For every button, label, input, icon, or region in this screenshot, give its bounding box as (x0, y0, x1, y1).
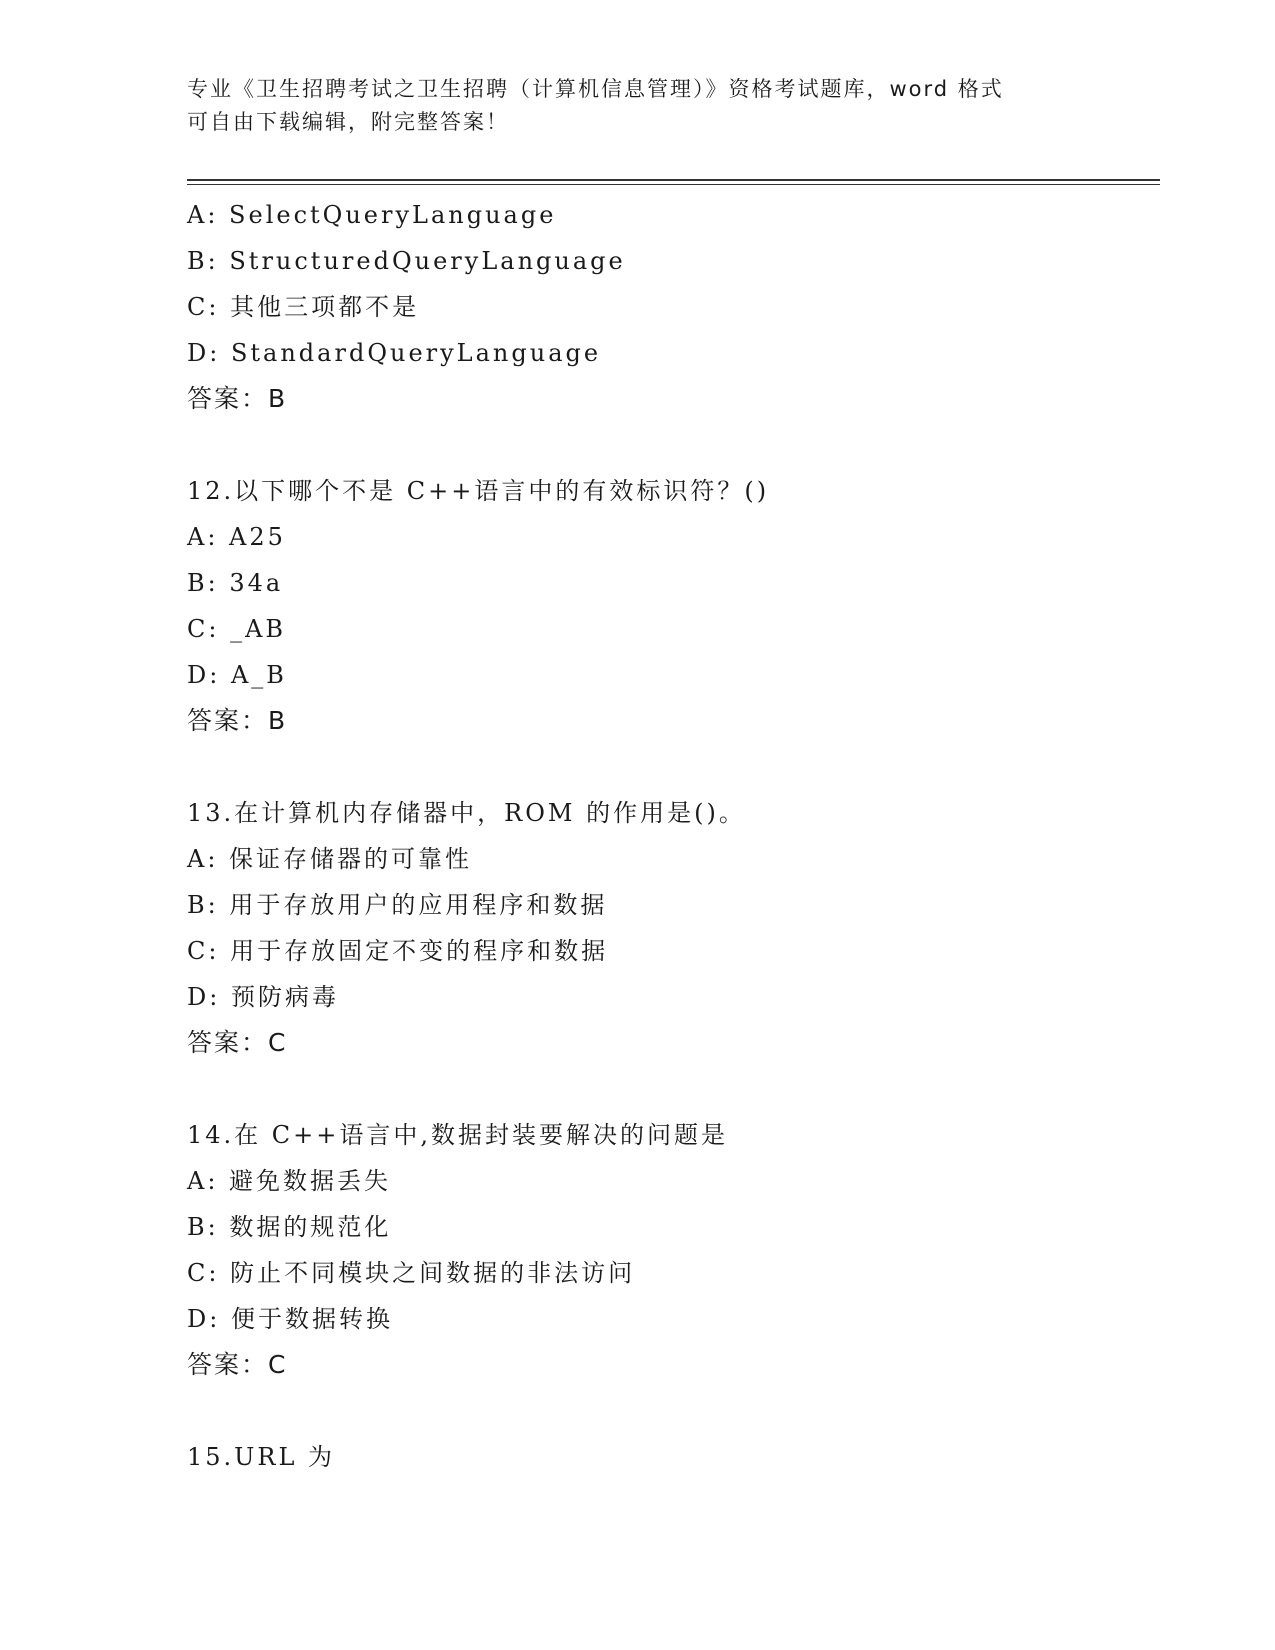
question-stem: 14.在 C++语言中,数据封装要解决的问题是 (187, 1121, 729, 1149)
option-d: D: A_B (187, 661, 287, 689)
option-c: C: _AB (187, 615, 287, 643)
answer-line: 答案：B (187, 384, 288, 413)
header-divider-thin (187, 184, 1160, 185)
question-list (187, 192, 1160, 1480)
option-a: A: 保证存储器的可靠性 (187, 845, 473, 873)
question-14 (187, 1112, 1160, 1388)
question-12 (187, 468, 1160, 744)
header-line-1: 专业《卫生招聘考试之卫生招聘（计算机信息管理）》资格考试题库，word 格式 (187, 77, 1004, 101)
question-stem: 12.以下哪个不是 C++语言中的有效标识符？() (187, 477, 770, 505)
header-line-2: 可自由下载编辑，附完整答案！ (187, 110, 509, 134)
option-b: B: 用于存放用户的应用程序和数据 (187, 891, 608, 919)
question-15 (187, 1434, 1160, 1480)
header-divider-thick (187, 179, 1160, 181)
answer-line: 答案：B (187, 706, 288, 735)
question-stem: 15.URL 为 (187, 1443, 336, 1471)
answer-line: 答案：C (187, 1028, 288, 1057)
option-b: B: 34a (187, 569, 284, 597)
option-c: C: 其他三项都不是 (187, 293, 420, 321)
option-a: A: A25 (187, 523, 286, 551)
option-a: A: SelectQueryLanguage (187, 201, 557, 229)
answer-line: 答案：C (187, 1350, 288, 1379)
option-d: D: StandardQueryLanguage (187, 339, 602, 367)
option-a: A: 避免数据丢失 (187, 1167, 392, 1195)
document-header (187, 73, 1087, 139)
question-stem: 13.在计算机内存储器中，ROM 的作用是()。 (187, 799, 746, 827)
option-d: D: 预防病毒 (187, 983, 339, 1011)
question-13 (187, 790, 1160, 1066)
option-c: C: 用于存放固定不变的程序和数据 (187, 937, 609, 965)
option-b: B: StructuredQueryLanguage (187, 247, 626, 275)
question-11 (187, 192, 1160, 422)
option-c: C: 防止不同模块之间数据的非法访问 (187, 1259, 636, 1287)
option-d: D: 便于数据转换 (187, 1305, 393, 1333)
option-b: B: 数据的规范化 (187, 1213, 392, 1241)
